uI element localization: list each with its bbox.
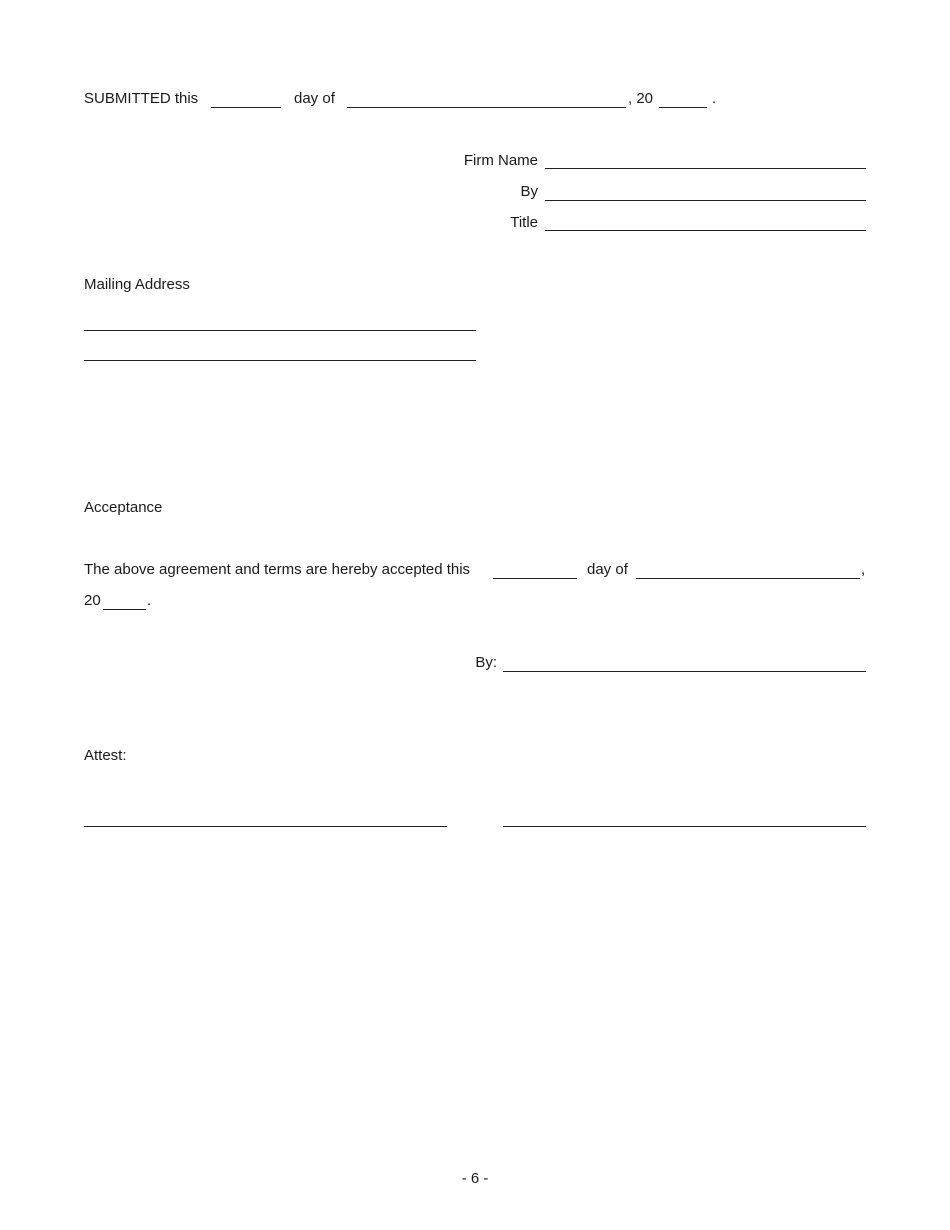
- title-field[interactable]: [545, 230, 866, 231]
- submitted-day-of-label: day of: [294, 90, 335, 107]
- by-signature-field[interactable]: [545, 200, 866, 201]
- firm-name-label: Firm Name: [463, 152, 538, 169]
- attest-label: Attest:: [84, 747, 127, 764]
- acceptance-day-of-label: day of: [587, 561, 628, 578]
- mailing-address-line-1[interactable]: [84, 330, 476, 331]
- submitted-year-field[interactable]: [659, 107, 707, 108]
- title-label: Title: [510, 214, 538, 231]
- submitted-label: SUBMITTED this: [84, 90, 199, 107]
- submitted-end-period: .: [712, 90, 717, 107]
- acceptance-by-signature-field[interactable]: [503, 671, 866, 672]
- page-number: - 6 -: [461, 1170, 489, 1187]
- acceptance-year-field[interactable]: [103, 609, 146, 610]
- attest-signature-field-right[interactable]: [503, 826, 866, 827]
- acceptance-day-field[interactable]: [493, 578, 577, 579]
- mailing-address-heading: Mailing Address: [84, 276, 190, 293]
- attest-signature-field-left[interactable]: [84, 826, 447, 827]
- firm-name-field[interactable]: [545, 168, 866, 169]
- acceptance-comma: ,: [861, 561, 866, 578]
- submitted-month-field[interactable]: [347, 107, 626, 108]
- acceptance-heading: Acceptance: [84, 499, 163, 516]
- acceptance-by-label: By:: [475, 654, 497, 671]
- acceptance-end-period: .: [147, 592, 152, 609]
- submitted-day-field[interactable]: [211, 107, 281, 108]
- mailing-address-line-2[interactable]: [84, 360, 476, 361]
- by-label: By: [520, 183, 538, 200]
- acceptance-sentence: The above agreement and terms are hereby accepted this: [84, 561, 471, 578]
- acceptance-month-field[interactable]: [636, 578, 860, 579]
- acceptance-year-prefix: 20: [84, 592, 101, 609]
- submitted-year-prefix: , 20: [628, 90, 654, 107]
